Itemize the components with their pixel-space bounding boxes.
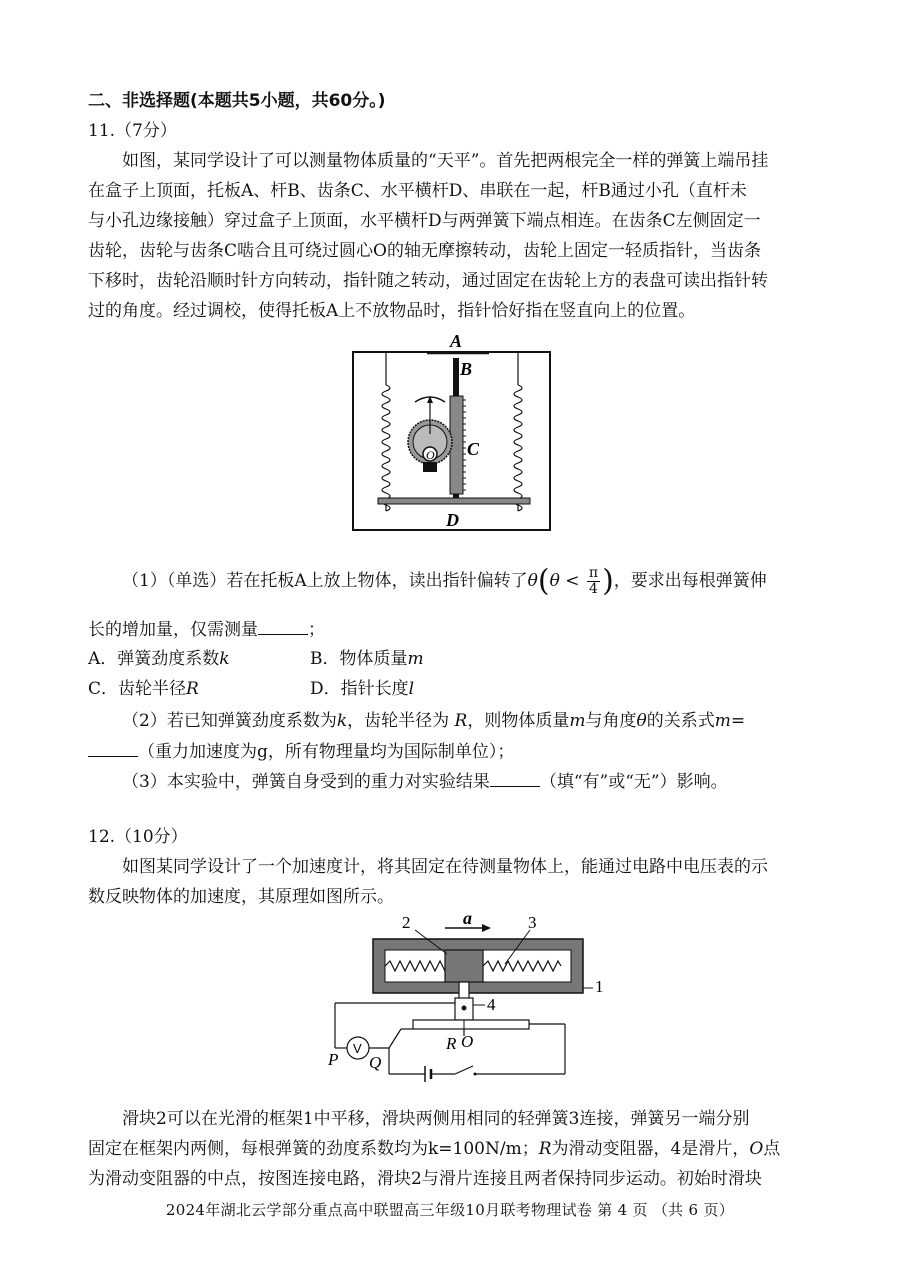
q12-text-line-4: 固定在框架内两侧，每根弹簧的劲度系数均为k=100N/m；R为滑动变阻器，4是滑片，O点 bbox=[88, 1139, 781, 1159]
q11-part-1: （1）（单选）若在托板A上放上物体，读出指针偏转了θ(θ < $\frac{\pi}{4}$ )，要求出每根弹簧伸 bbox=[122, 563, 767, 599]
q12-text-line-2: 数反映物体的加速度，其原理如图所示。 bbox=[88, 887, 394, 907]
label-c: C bbox=[467, 439, 480, 459]
accelerometer-figure bbox=[325, 908, 615, 1088]
q11-part-3: （3）本实验中，弹簧自身受到的重力对实验结果 （填“有”或“无”）影响。 bbox=[122, 772, 728, 792]
answer-blank-1[interactable] bbox=[258, 618, 308, 635]
label-3: 3 bbox=[528, 913, 537, 932]
label-p: P bbox=[328, 1050, 339, 1069]
label-2: 2 bbox=[402, 913, 411, 932]
option-b[interactable]: B．物体质量m bbox=[310, 649, 424, 669]
answer-blank-3[interactable] bbox=[490, 770, 540, 787]
label-acc-a: a bbox=[463, 908, 472, 928]
q11-text-line-1: 如图，某同学设计了可以测量物体质量的“天平”。首先把两根完全一样的弹簧上端吊挂 bbox=[122, 151, 769, 171]
option-c[interactable]: C．齿轮半径R bbox=[88, 679, 199, 699]
q12-text-line-1: 如图某同学设计了一个加速度计，将其固定在待测量物体上，能通过电路中电压表的示 bbox=[122, 857, 768, 877]
q11-part-2: （2）若已知弹簧劲度系数为k，齿轮半径为 R，则物体质量m与角度θ的关系式m= bbox=[122, 711, 746, 731]
label-o: O bbox=[426, 448, 435, 462]
page-footer: 2024年湖北云学部分重点高中联盟高三年级10月联考物理试卷 第 4 页 （共 6 页） bbox=[165, 1201, 735, 1219]
q11-text-line-3: 与小孔边缘接触）穿过盒子上顶面，水平横杆D与两弹簧下端点相连。在齿条C左侧固定一 bbox=[88, 211, 761, 231]
q11-text-line-2: 在盒子上顶面，托板A、杆B、齿条C、水平横杆D、串联在一起，杆B通过小孔（直杆未 bbox=[88, 181, 747, 201]
label-1: 1 bbox=[595, 977, 604, 996]
q12-text-line-3: 滑块2可以在光滑的框架1中平移，滑块两侧用相同的轻弹簧3连接，弹簧另一端分别 bbox=[122, 1109, 750, 1129]
label-q: Q bbox=[369, 1053, 382, 1072]
q11-text-line-6: 过的角度。经过调校，使得托板A上不放物品时，指针恰好指在竖直向上的位置。 bbox=[88, 301, 696, 321]
q11-text-line-5: 下移时，齿轮沿顺时针方向转动，指针随之转动，通过固定在齿轮上方的表盘可读出指针转 bbox=[88, 271, 768, 291]
balance-figure bbox=[350, 330, 560, 535]
voltmeter-v: V bbox=[353, 1041, 362, 1056]
label-r: R bbox=[446, 1034, 457, 1053]
label-a: A bbox=[450, 331, 463, 351]
q12-number: 12.（10分） bbox=[88, 827, 188, 847]
pi-over-4: $\frac{\pi}{4}$ bbox=[588, 565, 599, 597]
q11-part-1-cont: 长的增加量，仅需测量 ； bbox=[88, 620, 325, 640]
label-o-point: O bbox=[461, 1032, 474, 1051]
label-d: D bbox=[446, 510, 459, 530]
q11-text-line-4: 齿轮，齿轮与齿条C啮合且可绕过圆心O的轴无摩擦转动，齿轮上固定一轻质指针，当齿条 bbox=[88, 241, 761, 261]
theta-symbol: θ bbox=[527, 571, 538, 591]
label-b: B bbox=[460, 359, 473, 379]
answer-blank-2[interactable] bbox=[88, 740, 138, 757]
option-d[interactable]: D．指针长度l bbox=[310, 679, 415, 699]
q11-part-2-cont: （重力加速度为g，所有物理量均为国际制单位）； bbox=[88, 740, 514, 763]
label-4: 4 bbox=[487, 995, 496, 1014]
q12-text-line-5: 为滑动变阻器的中点，按图连接电路，滑块2与滑片连接且两者保持同步运动。初始时滑块 bbox=[88, 1169, 762, 1189]
q11-number: 11.（7分） bbox=[88, 121, 177, 141]
option-a[interactable]: A．弹簧劲度系数k bbox=[88, 649, 230, 669]
section-heading: 二、非选择题(本题共5小题，共60分。) bbox=[88, 91, 386, 111]
